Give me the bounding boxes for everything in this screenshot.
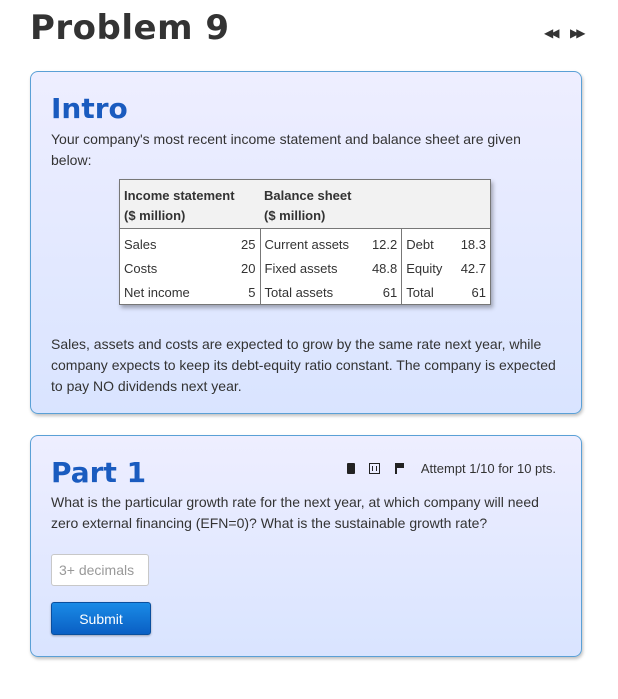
table-row [120,256,491,280]
table-cell: 48.8 [363,256,402,280]
financial-statements-table [119,179,491,305]
attempt-counter: Attempt 1/10 for 10 pts. [420,461,557,477]
balance-sheet-unit: ($ million) [264,208,326,223]
part-tools [347,460,556,476]
table-cell: 61 [471,284,486,300]
table-cell: Net income [124,284,190,300]
next-problem-icon[interactable]: ▶▶ [570,26,583,40]
table-row [120,229,491,257]
table-cell: Total [406,284,434,300]
question-text: What is the particular growth rate for the next year, at which company will need zero external financing (EFN=0)? What is the sustainable growth rate? [51,494,539,531]
table-cell: Current assets [264,236,350,252]
answer-input[interactable] [51,554,149,586]
film-icon[interactable] [369,463,380,474]
table-cell: 20 [225,256,260,280]
table-cell: Equity [406,260,443,276]
flag-icon[interactable] [395,463,405,474]
previous-problem-icon[interactable]: ◀◀ [544,26,557,40]
income-statement-unit: ($ million) [124,208,186,223]
intro-heading: Intro [51,92,128,125]
table-cell: 42.7 [460,260,486,276]
table-cell: 5 [225,280,260,305]
book-icon[interactable] [347,463,355,474]
table-cell: Costs [124,260,158,276]
assumptions-text: Sales, assets and costs are expected to grow by the same rate next year, while company expects to keep its debt-equity ratio constant. The company is expected to pay NO dividends next year. [51,336,556,394]
page-title: Problem 9 [30,8,230,48]
intro-card [30,71,582,414]
table-cell: Fixed assets [264,260,338,276]
income-statement-header: Income statement [124,188,235,203]
part-1-card [30,435,582,657]
table-cell: 61 [363,280,402,305]
intro-description: Your company's most recent income statement and balance sheet are given below: [51,131,521,168]
table-row [120,280,491,305]
table-cell: Total assets [264,284,334,300]
part-1-heading: Part 1 [51,456,147,489]
table-cell: 12.2 [363,229,402,257]
balance-sheet-header: Balance sheet [264,188,352,203]
submit-button[interactable]: Submit [51,602,151,635]
table-header-row [120,180,491,229]
table-cell: Sales [124,236,157,252]
table-cell: 25 [225,229,260,257]
table-cell: 18.3 [460,236,486,252]
table-cell: Debt [406,236,434,252]
